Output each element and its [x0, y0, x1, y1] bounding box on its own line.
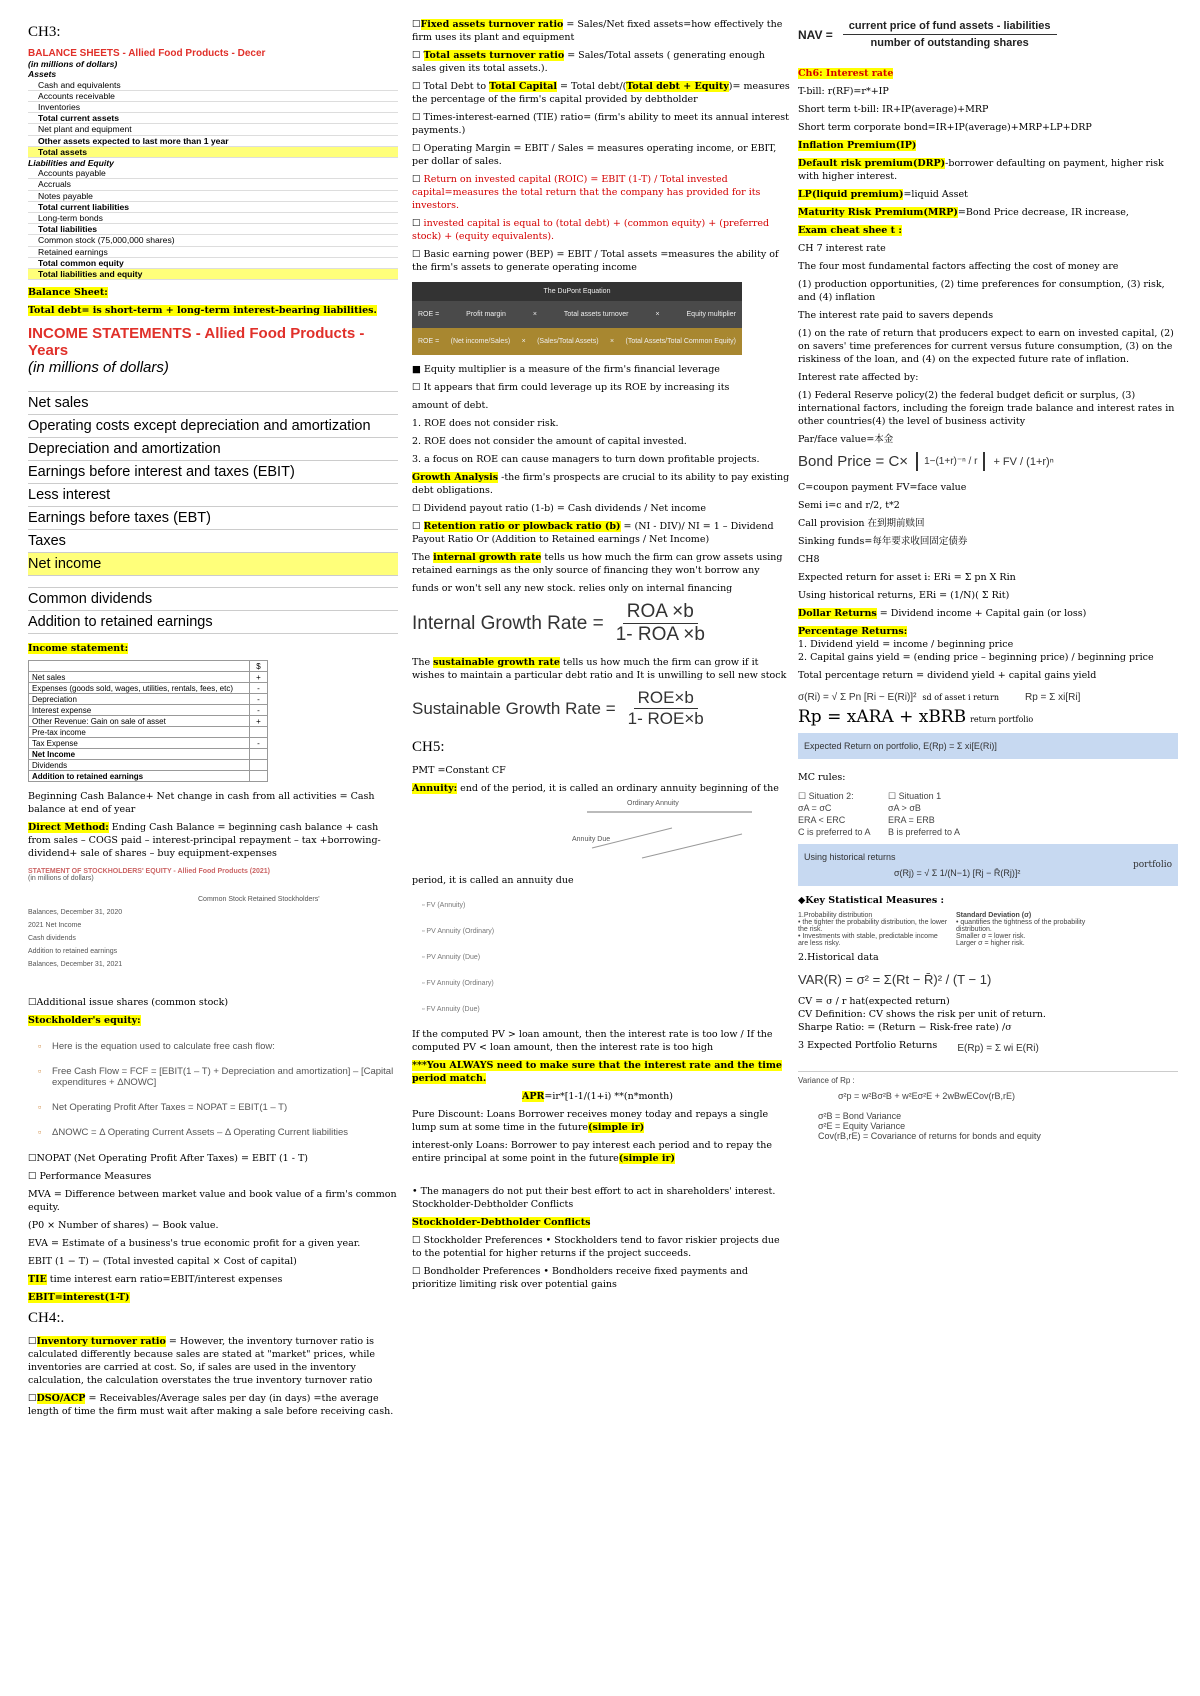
small-table-sign: [250, 749, 268, 760]
erp-formula: E(Rp) = Σ wi E(Ri): [957, 1042, 1039, 1054]
mva: MVA = Difference between market value and book value of a firm's common equity.: [28, 1189, 397, 1214]
small-table-label: Depreciation: [29, 694, 250, 705]
bs-row: Total assets: [28, 147, 398, 158]
cv: CV = σ / r hat(expected return): [798, 996, 950, 1007]
equity-columns: Common Stock Retained Stockholders': [198, 896, 320, 904]
igr-den: 1- ROA ×b: [615, 624, 705, 645]
inv-label: Inventory turnover ratio: [36, 1336, 166, 1348]
bs-row: Long-term bonds: [28, 213, 398, 224]
pv-item-label: ▫ FV (Annuity): [422, 901, 466, 909]
bond-price-formula: [798, 452, 1178, 471]
bs-row: Accruals: [28, 179, 398, 190]
dupont-cell: ×: [609, 338, 615, 345]
bondholder-pref: ☐ Bondholder Preferences • Bondholders receive fixed payments and prioritize limiting risk over potential gains: [412, 1266, 748, 1290]
bs-subtitle: (in millions of dollars): [28, 59, 118, 70]
roe-3: 3. a focus on ROE can cause managers to turn down profitable projects.: [412, 454, 760, 465]
historical-return: Using historical returns, ERi = (1/N)( Σ Rit): [798, 590, 1010, 601]
debt-a: ☐ Total Debt to: [412, 81, 490, 92]
is-row: Earnings before taxes (EBT): [28, 507, 398, 530]
sd-formula: σ(Ri) = √ Σ Pn [Ri − E(Ri)]²: [798, 692, 917, 703]
is-row: Net sales: [28, 392, 398, 415]
sd-box-3: Larger σ = higher risk.: [956, 940, 1025, 947]
apr-label: APR: [522, 1091, 545, 1102]
annuity-due-label: Annuity Due: [572, 836, 611, 843]
is-gap-row: [28, 576, 398, 588]
small-table-sign: +: [250, 672, 268, 683]
is-row: Net income: [28, 553, 398, 576]
ebit-formula: EBIT (1 − T) − (Total invested capital × Cost of capital): [28, 1256, 297, 1268]
small-table-label: [29, 661, 250, 672]
pv-item: [422, 996, 792, 1022]
mc-cell: C is preferred to A: [798, 827, 871, 837]
hist-data: 2.Historical data: [798, 952, 879, 963]
ch8: CH8: [798, 554, 820, 565]
expected-return: Expected return for asset i: ERi = Σ pn X Rin: [798, 572, 1016, 583]
four-factors: The four most fundamental factors affecting the cost of money are: [798, 261, 1119, 272]
debt-c: = Total debt/(: [557, 81, 627, 92]
ord-annuity-label: Ordinary Annuity: [627, 800, 679, 807]
equity-row: 2021 Net Income: [28, 922, 82, 930]
direct-method-text: Ending Cash Balance = beginning cash balance + cash from sales – COGS paid – interest-principal repayment – tax +borrowing-dividend+ sale of shares – buy equipment-expenses: [28, 822, 381, 860]
var-rp: Variance of Rp :: [798, 1076, 855, 1085]
sustain-c: tells us how much the firm can grow if it wishes to maintain a particular debt ratio and It is unwilling to sell new stock: [412, 657, 787, 681]
var-rp-formula: σ²p = w²Bσ²B + w²Eσ²E + 2wBwECov(rB,rE): [838, 1091, 1015, 1101]
small-table-row: [29, 727, 268, 738]
rp-note: return portfolio: [970, 715, 1034, 724]
dividend-payout: ☐ Dividend payout ratio (1-b) = Cash dividends / Net income: [412, 503, 706, 514]
internal-b: internal growth rate: [433, 552, 542, 563]
bs-row: Total liabilities: [28, 224, 398, 235]
annuity-timeline: [412, 800, 792, 870]
roic: Return on invested capital (ROIC) = EBIT (1-T) / Total invested capital=measures the total return that the company has provided for its investors.: [412, 174, 761, 211]
equity-rows: [28, 909, 398, 968]
sinking-funds: Sinking funds=每年要求收回固定债券: [798, 536, 968, 547]
dupont-cell: Total assets turnover: [563, 311, 629, 318]
paid-list: (1) on the rate of return that producers expect to earn on invested capital, (2) on savers' time preferences for current versus future consumption, (3) on the riskiness of the loan, and (4) on the expected future rate of inflation.: [798, 328, 1174, 365]
additional-issue: ☐Additional issue shares (common stock): [28, 997, 229, 1009]
small-table-row: [29, 705, 268, 716]
bs-row: Accounts payable: [28, 168, 398, 179]
direct-method: [28, 821, 398, 860]
equity-row: Addition to retained earnings: [28, 948, 118, 956]
is-row: Common dividends: [28, 588, 398, 611]
dupont-cell: (Total Assets/Total Common Equity): [625, 338, 736, 345]
sgr-num: ROE×b: [634, 688, 698, 709]
equity-title: STATEMENT OF STOCKHOLDERS' EQUITY - Allied Food Products (2021): [28, 868, 271, 876]
dso-text: = Receivables/Average sales per day (in days) =the average length of time the firm must wait after making a sale before receiving cash.: [28, 1393, 394, 1418]
var-formula: VAR(R) = σ² = Σ(Rt − R̄)² / (T − 1): [798, 972, 992, 987]
p0: (P0 × Number of shares) − Book value.: [28, 1220, 219, 1232]
is-row: Operating costs except depreciation and amortization: [28, 415, 398, 438]
balance-sheet-label: Balance Sheet:: [28, 287, 108, 299]
short-tbill: Short term t-bill: IR+IP(average)+MRP: [798, 104, 989, 115]
lp-text: =liquid Asset: [903, 189, 968, 200]
pv-item-label: ▫ FV Annuity (Ordinary): [422, 979, 494, 987]
drp-label: Default risk premium(DRP): [798, 158, 946, 169]
debt-to-capital: [412, 80, 792, 106]
bs-row: Accounts receivable: [28, 91, 398, 102]
column-2: ☐Fixed assets turnover ratio = Sales/Net fixed assets=how effectively the firm uses its plant and equipment ☐ Total assets turnover ratio = Sales/Total assets ( generating enough sales given its total assets.). ☐ Total Debt to Total Capital = Total debt/(Total debt + Equity)= measures the percentage of the firm's capital provided by debtholder ☐ Times-interest-earned (TIE) ratio= (firm's ability to meet its annual interest payments.) ☐ Operating Margin = EBIT / Sales = measures operating income, or EBIT, per dollar of sales. ☐ Return on invested capital (ROIC) = EBIT (1-T) / Total invested capital=measures the total return that the company has provided for its investors. ☐ invested capital is equal to (total debt) + (common equity) + (preferred stock) + (equity equivalents). ☐ Basic earning power (BEP) = EBIT / Total assets =measures the ability of the firm's assets to generate operating income The DuPont Equation ROE = Profit margin × Total assets turnover × Equity multiplier ROE = (Net income/Sales) × (Sales/Total Assets) × (Total Assets/Total Common Equity) ■ Equity multiplier is a measure of the firm's financial leverage ☐ It appears that firm could leverage up its ROE by increasing its amount of debt. 1. ROE does not consider risk. 2. ROE does not consider the amount of capital invested. 3. a focus on ROE can cause managers to turn down profitable projects. Growth Analysis -the firm's prospects are crucial to its ability to pay existing debt obligations. ☐ Dividend payout ratio (1-b) = Cash dividends / Net income ☐ Retention ratio or plowback ratio (b) = (NI - DIV)/ NI = 1 – Dividend Payout Ratio Or (Addition to Retained earnings / Net Income) The internal growth rate tells us how much the firm can grow assets using retained earnings as the only source of financing they won't borrow any funds or won't sell any new stock. relies only on internal financing Internal Growth Rate = $\frac{\text{ROA ×b}}{\text{1- ROA ×b}}$ The sustainable growth rate tells us how much the firm can grow if it wishes to maintain a particular debt ratio and It is unwilling to sell new stock Sustainable Growth Rate = $\frac{\text{ROE×b}}{\text{1- ROE×b}}$ CH5: PMT =Constant CF Annuity: end of the period, it is called an ordinary annuity beginning of the Ordinary Annuity Annuity Due period, it is called an annuity due ▫ FV (Annuity) ▫ PV Annuity (Ordinary) ▫ PV Annuity (Due) ▫ FV Annuity (Ordinary) ▫ FV Annuity (Due) If the computed PV > loan amount, then the interest rate is too low / If the computed PV < loan amount, then the interest rate is too high ***You ALWAYS need to make sure that the interest rate and the time period match. APR=ir*[1-1/(1+i) **(n*month) Pure Discount: Loans Borrower receives money today and repays a single lump sum at some time in the future(simple ir) interest-only Loans: Borrower to pay interest each period and to repay the entire principal at some point in the future(simple ir) • The managers do not put their best effort to act in shareholders' interest. Stockholder-Debtholder Conflicts Stockholder-Debtholder Conflicts ☐ Stockholder Preferences • Stockholders tend to favor riskier projects due to the potential for higher returns if the project succeeds. ☐ Bondholder Preferences • Bondholders receive fixed payments and prioritize limiting risk over potential gains: [412, 18, 792, 1296]
is-title: INCOME STATEMENTS - Allied Food Products - Years: [28, 325, 365, 360]
operating-margin: ☐ Operating Margin = EBIT / Sales = measures operating income, or EBIT, per dollar of sales.: [412, 143, 777, 167]
sgr-lhs: Sustainable Growth Rate =: [412, 698, 616, 718]
fcf-bullet: ▫ ΔNOWC = Δ Operating Current Assets – Δ Operating Current liabilities: [38, 1127, 398, 1138]
sgr-formula: [412, 688, 792, 729]
paid: The interest rate paid to savers depends: [798, 310, 994, 321]
parface: Par/face value=本金: [798, 434, 894, 445]
is-gap-row: [28, 380, 398, 392]
income-statement-label: Income statement:: [28, 643, 129, 655]
bs-title: BALANCE SHEETS - Allied Food Products - Decer: [28, 48, 266, 59]
call-provision: Call provision 在到期前赎回: [798, 518, 925, 529]
igr-num: ROA ×b: [623, 601, 698, 624]
affected-list: (1) Federal Reserve policy(2) the federal budget deficit or surplus, (3) international factors, including the foreign trade balance and interest rates in other countries(4) the level of business activity: [798, 390, 1175, 427]
pv-item-label: ▫ PV Annuity (Due): [422, 953, 481, 961]
inv-text: = However, the inventory turnover ratio is calculated differently because sales are stated at "market" prices, while inventories are carried at cost. So, if sales are used in the inventory calculation, the calculation overstates the true inventory turnover ratio: [28, 1336, 376, 1387]
cv-def: CV Definition: CV shows the risk per unit of return.: [798, 1009, 1046, 1020]
total-assets-text: = Sales/Total assets ( generating enough sales given its total assets.).: [412, 50, 765, 74]
internal-2: funds or won't sell any new stock. relies only on internal financing: [412, 583, 733, 594]
bs-row: Total current liabilities: [28, 202, 398, 213]
period-due: period, it is called an annuity due: [412, 875, 574, 886]
bs-row: Inventories: [28, 102, 398, 113]
annuity-text: end of the period, it is called an ordinary annuity beginning of the: [457, 783, 779, 794]
pv-item: [422, 918, 792, 944]
roe-1: 1. ROE does not consider risk.: [412, 418, 559, 429]
pmt: PMT =Constant CF: [412, 765, 506, 776]
column-3: [798, 18, 1178, 1145]
cov: Cov(rB,rE) = Covariance of returns for bonds and equity: [818, 1131, 1041, 1141]
sharpe: Sharpe Ratio: = (Return − Risk-free rate) /σ: [798, 1022, 1012, 1033]
retention-text: = (NI - DIV)/ NI = 1 – Dividend Payout Ratio Or (Addition to Retained earnings / Net Income): [412, 521, 774, 545]
ip: Inflation Premium(IP): [798, 140, 917, 151]
coupon: C=coupon payment FV=face value: [798, 482, 967, 493]
growth-label: Growth Analysis: [412, 472, 499, 483]
bs-row: Liabilities and Equity: [28, 158, 114, 169]
prob-dist-box: [798, 912, 1178, 947]
small-table-label: Pre-tax income: [29, 727, 250, 738]
fixed-label: Fixed assets turnover ratio: [420, 19, 564, 30]
performance-measures: ☐ Performance Measures: [28, 1171, 152, 1183]
small-table-label: Expenses (goods sold, wages, utilities, rentals, fees, etc): [29, 683, 250, 694]
bs-row: Total liabilities and equity: [28, 269, 398, 280]
sgr-den: 1- ROE×b: [627, 709, 704, 728]
dupont-cell: Profit margin: [466, 311, 506, 318]
exp-port-row: [798, 1039, 1178, 1057]
small-table-sign: [250, 760, 268, 771]
affected: Interest rate affected by:: [798, 372, 919, 383]
fcf-bullet: ▫ Free Cash Flow = FCF = [EBIT(1 – T) + Depreciation and amortization] – [Capital expenditures + ΔNOWC]: [38, 1066, 398, 1088]
pure-b: (simple ir): [588, 1122, 645, 1133]
small-table-sign: -: [250, 738, 268, 749]
mc-cell: σA = σC: [798, 803, 832, 813]
small-table-sign: +: [250, 716, 268, 727]
key-stats: ◆Key Statistical Measures :: [798, 895, 945, 906]
ch6-heading: Ch6: Interest rate: [798, 68, 894, 79]
small-table-sign: $: [250, 661, 268, 672]
small-table-sign: -: [250, 694, 268, 705]
bs-row: Retained earnings: [28, 247, 398, 258]
lp-label: LP(liquid premium): [798, 189, 904, 200]
bs-row: Cash and equivalents: [28, 80, 398, 91]
four-list: (1) production opportunities, (2) time preferences for consumption, (3) risk, and (4) inflation: [798, 279, 1165, 303]
pv-formula-list: [422, 892, 792, 1022]
equity-row: Cash dividends: [28, 935, 76, 943]
igr-lhs: Internal Growth Rate =: [412, 612, 604, 634]
internal-c: tells us how much the firm can grow assets using retained earnings as the only source of financing they won't borrow any: [412, 552, 783, 576]
column-1: CH3: BALANCE SHEETS - Allied Food Products - Decer (in millions of dollars) Assets Cash and equivalents Accounts receivable Inventories Total current assets Net plant and equipment Other assets expected to last more than 1 year Total assets Liabilities and Equity Accounts payable Accruals Notes payable Total current liabilities Long-term bonds Total liabilities Common stock (75,000,000 shares) Retained earnings Total common equity Total liabilities and equity Balance Sheet: Total debt= is short-term + long-term interest-bearing liabilities. INCOME STATEMENTS - Allied Food Products - Years (in millions of dollars) Net sales Operating costs except depreciation and amortization Depreciation and amortization Earnings before interest and taxes (EBIT) Less interest Earnings before taxes (EBT) Taxes Net income Common dividends Addition to retained earnings Income statement: $ Net sales + Expenses (goods sold, wages, utilities, rentals, fees, etc) - Depreciation - Interest expense - Other Revenue: Gain on sale of asset + Pre-tax income Tax Expense - Net Income Dividends Addition to retained earnings Beginning Cash Balance+ Net change in cash from all activities = Cash balance at end of year Direct Method: Ending Cash Balance = beginning cash balance + cash from sales – COGS paid – interest-principal repayment – tax +borrowing-dividend+ sale of shares – buy equipment-expenses STATEMENT OF STOCKHOLDERS' EQUITY - Allied Food Products (2021) (in millions of dollars) Common Stock Retained Stockholders' Balances, December 31, 2020 2021 Net Income Cash dividends Addition to retained earnings Balances, December 31, 2021 ☐Additional issue shares (common stock) Stockholder's equity: ▫ Here is the equation used to calculate free cash flow: ▫ Free Cash Flow = FCF = [EBIT(1 – T) + Depreciation and amortization] – [Capital expenditures + ΔNOWC] ▫ Net Operating Profit After Taxes = NOPAT = EBIT(1 – T) ▫ ΔNOWC = Δ Operating Current Assets – Δ Operating Current liabilities ☐NOPAT (Net Operating Profit After Taxes) = EBIT (1 - T) ☐ Performance Measures MVA = Difference between market value and book value of a firm's common equity. (P0 × Number of shares) − Book value. EVA = Estimate of a business's true economic profit for a given year. EBIT (1 − T) − (Total invested capital × Cost of capital) TIE time interest earn ratio=EBIT/interest expenses EBIT=interest(1-T) CH4:. ☐Inventory turnover ratio = However, the inventory turnover ratio is calculated differently because sales are stated at "market" prices, while inventories are carried at cost. So, if sales are used in the inventory calculation, the calculation overstates the true inventory turnover ratio ☐DSO/ACP = Receivables/Average sales per day (in days) =the average length of time the firm must wait after making a sale before receiving cash.: [28, 18, 398, 1423]
short-corp: Short term corporate bond=IR+IP(average)+MRP+LP+DRP: [798, 122, 1092, 133]
dupont-cell: ×: [655, 311, 660, 318]
tie-ratio: ☐ Times-interest-earned (TIE) ratio= (firm's ability to meet its annual interest payments.): [412, 112, 789, 136]
pct-label: Percentage Returns:: [798, 626, 908, 637]
small-table-label: Dividends: [29, 760, 250, 771]
sd-box-1: • quantifies the tightness of the probability distribution.: [956, 919, 1086, 933]
exp-port-ret: 3 Expected Portfolio Returns: [798, 1040, 938, 1051]
pct-1: 1. Dividend yield = income / beginning price: [798, 639, 1014, 650]
mc-rules: MC rules:: [798, 772, 846, 783]
small-table-label: Other Revenue: Gain on sale of asset: [29, 716, 250, 727]
dollar-text: = Dividend income + Capital gain (or loss): [876, 608, 1087, 619]
bs-row: Notes payable: [28, 191, 398, 202]
sd-label: sd of asset i return: [922, 693, 999, 702]
managers: • The managers do not put their best effort to act in shareholders' interest. Stockholder-Debtholder Conflicts: [412, 1186, 776, 1210]
small-table-sign: -: [250, 705, 268, 716]
is-row: Less interest: [28, 484, 398, 507]
total-pct: Total percentage return = dividend yield + capital gains yield: [798, 670, 1097, 681]
small-table-row: [29, 672, 268, 683]
small-table-row: [29, 760, 268, 771]
bep: ☐ Basic earning power (BEP) = EBIT / Total assets =measures the ability of the firm's assets to generate operating income: [412, 249, 779, 273]
is-row: Depreciation and amortization: [28, 438, 398, 461]
debt-e: )= measures the percentage of the firm's capital provided by debtholder: [412, 81, 790, 105]
small-table-row: [29, 749, 268, 760]
small-table-label: Net Income: [29, 749, 250, 760]
small-table-sign: [250, 771, 268, 782]
exam-cheat: Exam cheat shee t :: [798, 225, 902, 236]
mc-cell: ERA = ERB: [888, 815, 935, 825]
always-note: ***You ALWAYS need to make sure that the interest rate and the time period match.: [412, 1060, 782, 1084]
annuity-label: Annuity:: [412, 783, 458, 794]
amount-debt: amount of debt.: [412, 400, 489, 411]
nav-formula: [798, 18, 1178, 51]
pv-item: [422, 944, 792, 970]
nav-num: current price of fund assets - liabilities: [843, 18, 1057, 35]
tie-text: time interest earn ratio=EBIT/interest expenses: [46, 1274, 283, 1286]
equity-row: Balances, December 31, 2021: [28, 961, 123, 969]
sustain-a: The: [412, 657, 434, 668]
dupont-cell: ROE =: [418, 338, 440, 345]
tie-label: TIE: [28, 1274, 47, 1286]
small-table-label: Interest expense: [29, 705, 250, 716]
bond-mid: 1−(1+r)⁻ⁿ / r: [916, 452, 985, 471]
sustain-b: sustainable growth rate: [433, 657, 560, 668]
beginning-cash: Beginning Cash Balance+ Net change in cash from all activities = Cash balance at end of year: [28, 791, 375, 816]
small-table-row: [29, 661, 268, 672]
hist-formula: σ(Rj) = √ Σ 1/(N−1) [Rj − R̄(Rj)]²: [894, 868, 1021, 878]
expected-portfolio-box: Expected Return on portfolio, E(Rp) = Σ xi[E(Ri)]: [798, 733, 1178, 759]
prob-b1: • the tighter the probability distribution, the lower the risk.: [798, 919, 948, 933]
equity-row: Balances, December 31, 2020: [28, 909, 123, 917]
timeline-svg: [412, 800, 792, 870]
small-table-label: Net sales: [29, 672, 250, 683]
stockholders-equity-statement: [28, 868, 398, 988]
dupont-cell: ×: [532, 311, 537, 318]
income-statement-table: [28, 325, 398, 634]
apr-text: =ir*[1-1/(1+i) **(n*month): [544, 1091, 673, 1102]
mrp-text: =Bond Price decrease, IR increase,: [957, 207, 1129, 218]
bs-row: Common stock (75,000,000 shares): [28, 235, 398, 246]
hist-note: portfolio: [1132, 860, 1172, 870]
appears: ☐ It appears that firm could leverage up its ROE by increasing its: [412, 382, 730, 393]
drp-text: -borrower defaulting on payment, higher risk with higher interest.: [798, 158, 1164, 182]
mc-cell: σA > σB: [888, 803, 921, 813]
prob-dist: 1.Probability distribution: [798, 912, 873, 919]
stockholder-label: Stockholder's equity:: [28, 1015, 141, 1027]
igr-formula: [412, 601, 792, 646]
semi: Semi i=c and r/2, t*2: [798, 500, 900, 511]
nopat: ☐NOPAT (Net Operating Profit After Taxes) = EBIT (1 - T): [28, 1153, 309, 1165]
fixed-text: = Sales/Net fixed assets=how effectively the firm uses its plant and equipment: [412, 19, 783, 43]
fcf-bullet-list: [38, 1041, 398, 1138]
small-table-label: Addition to retained earnings: [29, 771, 250, 782]
due-arrow-2: [642, 834, 742, 858]
small-table-row: [29, 771, 268, 782]
pv-item-label: ▫ FV Annuity (Due): [422, 1005, 480, 1013]
fcf-bullet: ▫ Here is the equation used to calculate free cash flow:: [38, 1041, 398, 1052]
small-table-row: [29, 683, 268, 694]
dupont-table: [412, 282, 742, 355]
dupont-row-1: [412, 301, 742, 328]
var-e: σ²E = Equity Variance: [818, 1121, 906, 1131]
dso-label: DSO/ACP: [36, 1393, 86, 1405]
bs-row: Total current assets: [28, 113, 398, 124]
ch5-heading: CH5:: [412, 739, 445, 755]
mc-cell: ERA < ERC: [798, 815, 846, 825]
invested-capital: invested capital is equal to (total debt) + (common equity) + (preferred stock) + (equity equivalents).: [412, 218, 770, 242]
dupont-row-2: [412, 328, 742, 355]
pv-item: [422, 970, 792, 996]
pct-2: 2. Capital gains yield = (ending price – beginning price) / beginning price: [798, 652, 1154, 663]
nav-lhs: NAV =: [798, 27, 833, 42]
mrp-label: Maturity Risk Premium(MRP): [798, 207, 958, 218]
nav-den: number of outstanding shares: [870, 37, 1029, 49]
variance-box: [798, 1071, 1178, 1141]
historical-box: [798, 844, 1178, 886]
small-table-row: [29, 716, 268, 727]
small-table-sign: -: [250, 683, 268, 694]
rp-big: Rp = xARA + xBRB: [798, 707, 967, 727]
rp-formula: Rp = Σ xi[Ri]: [1025, 692, 1081, 703]
rp-row: [798, 707, 1178, 727]
total-debt-note: Total debt= is short-term + long-term interest-bearing liabilities.: [28, 305, 377, 317]
growth-text: -the firm's prospects are crucial to its ability to pay existing debt obligations.: [412, 472, 790, 496]
bs-row: Net plant and equipment: [28, 124, 398, 135]
ebit-interest: EBIT=interest(1-T): [28, 1292, 130, 1304]
bs-row: Total common equity: [28, 258, 398, 269]
dupont-cell: Equity multiplier: [686, 311, 736, 318]
is-row: Earnings before interest and taxes (EBIT): [28, 461, 398, 484]
mc-cell: ☐ Situation 2:: [798, 791, 854, 801]
income-calc-table: [28, 660, 268, 782]
equity-subtitle: (in millions of dollars): [28, 875, 94, 883]
equity-multiplier: ■ Equity multiplier is a measure of the firm's financial leverage: [412, 364, 720, 375]
small-table-row: [29, 694, 268, 705]
mc-cell: B is preferred to A: [888, 827, 961, 837]
dupont-cell: (Sales/Total Assets): [537, 338, 599, 345]
sd-row: [798, 692, 1178, 703]
ch4-heading: CH4:.: [28, 1310, 65, 1327]
pv-item-label: ▫ PV Annuity (Ordinary): [422, 927, 495, 935]
int-only-a: interest-only Loans: Borrower to pay interest each period and to repay the entire principal at some point in the future: [412, 1140, 772, 1164]
mc-cell: ☐ Situation 1: [888, 791, 942, 801]
balance-sheet-table: [28, 49, 398, 280]
dupont-cell: (Net income/Sales): [450, 338, 511, 345]
pv-item: [422, 892, 792, 918]
internal-a: The: [412, 552, 434, 563]
ch7: CH 7 interest rate: [798, 243, 886, 254]
small-table-sign: [250, 727, 268, 738]
bs-rows: [28, 69, 398, 280]
total-assets-label: Total assets turnover ratio: [423, 50, 565, 61]
bs-row: Other assets expected to last more than 1 year: [28, 136, 398, 147]
hist-label: Using historical returns: [804, 852, 896, 862]
dupont-cell: ×: [521, 338, 526, 345]
mc-grid: [798, 790, 1178, 838]
bs-row: Assets: [28, 69, 57, 80]
sd-box-2: Smaller σ = lower risk.: [956, 933, 1026, 940]
is-row: Taxes: [28, 530, 398, 553]
prob-b2: • Investments with stable, predictable income are less risky.: [798, 933, 938, 947]
sd-box-title: Standard Deviation (σ): [956, 912, 1032, 919]
debt-b: Total Capital: [489, 81, 558, 92]
fcf-bullet: ▫ Net Operating Profit After Taxes = NOPAT = EBIT(1 – T): [38, 1102, 398, 1113]
debt-d: Total debt + Equity: [626, 81, 729, 92]
bond-rhs: + FV / (1+r)ⁿ: [993, 455, 1054, 468]
roe-2: 2. ROE does not consider the amount of capital invested.: [412, 436, 687, 447]
retention-label: Retention ratio or plowback ratio (b): [423, 521, 621, 532]
var-b: σ²B = Bond Variance: [818, 1111, 902, 1121]
bond-lhs: Bond Price = C×: [798, 453, 909, 470]
sdc-label: Stockholder-Debtholder Conflicts: [412, 1217, 591, 1228]
eva: EVA = Estimate of a business's true economic profit for a given year.: [28, 1238, 361, 1250]
pv-compare: If the computed PV > loan amount, then the interest rate is too low / If the computed PV < loan amount, then the interest rate is too high: [412, 1029, 773, 1053]
is-row: Addition to retained earnings: [28, 611, 398, 634]
tbill: T-bill: r(RF)=r*+IP: [798, 86, 889, 97]
stockholder-pref: ☐ Stockholder Preferences • Stockholders tend to favor riskier projects due to the potential for higher returns if the project succeeds.: [412, 1235, 780, 1259]
int-only-b: (simple ir): [618, 1153, 675, 1164]
dupont-cell: ROE =: [418, 311, 440, 318]
is-rows: [28, 380, 398, 634]
small-table-row: [29, 738, 268, 749]
pure-a: Pure Discount: Loans Borrower receives money today and repays a single lump sum at some time in the future: [412, 1109, 769, 1133]
small-table-label: Tax Expense: [29, 738, 250, 749]
is-subtitle: (in millions of dollars): [28, 359, 169, 377]
ch3-heading: CH3:: [28, 24, 61, 40]
direct-method-label: Direct Method:: [28, 822, 109, 834]
dollar-label: Dollar Returns: [798, 608, 877, 619]
dupont-head: The DuPont Equation: [412, 282, 742, 301]
